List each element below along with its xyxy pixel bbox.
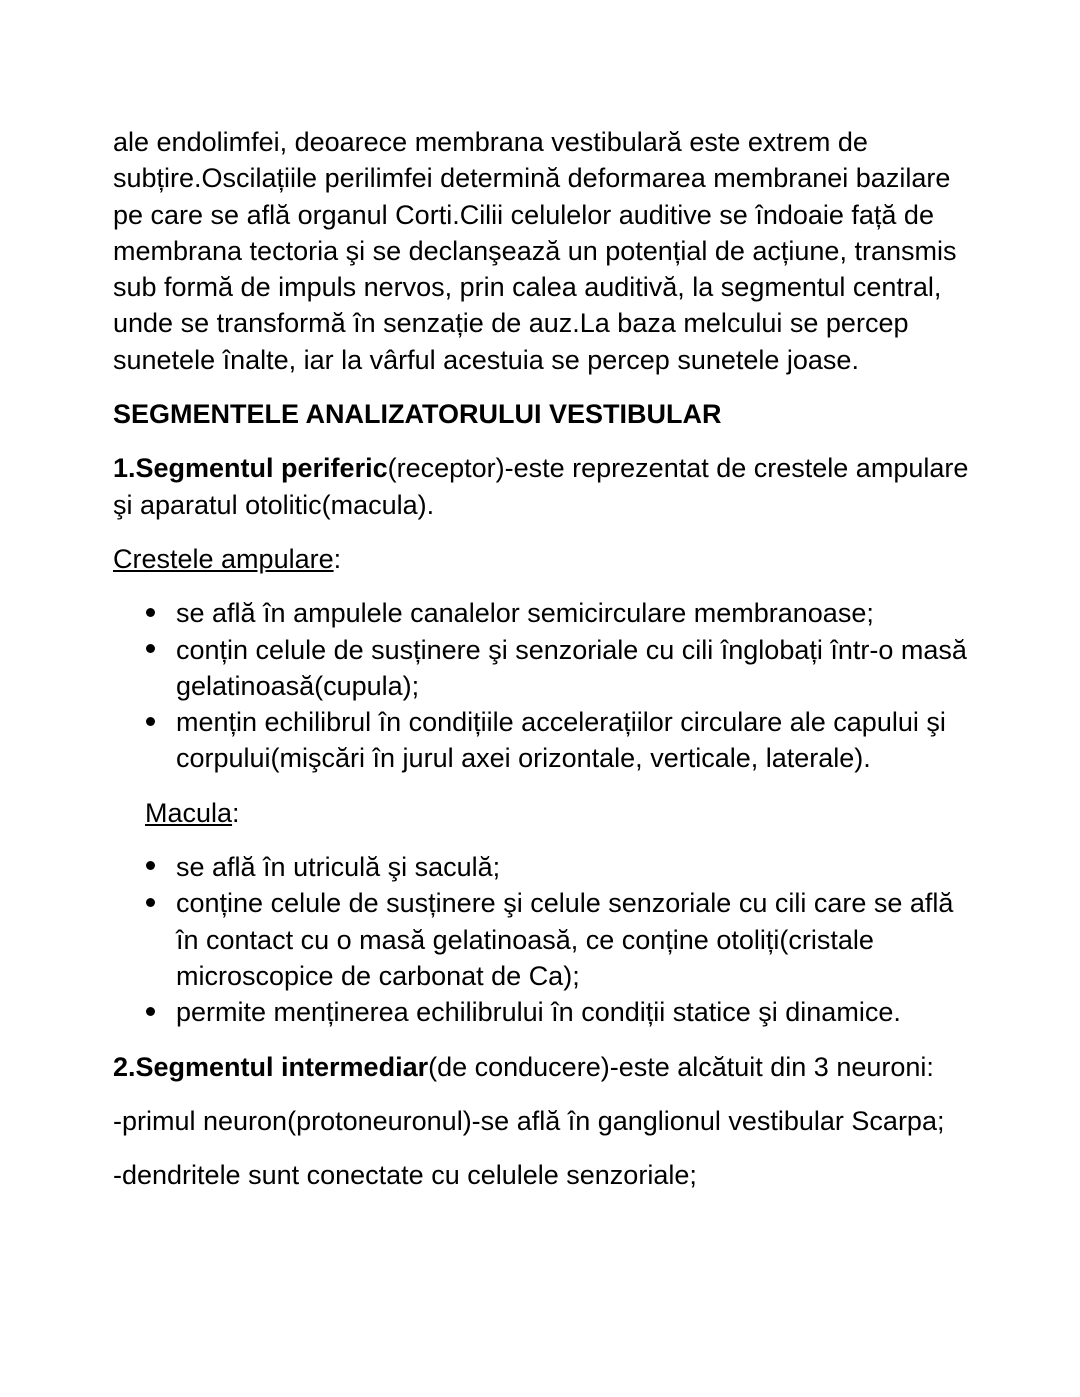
bullet-icon	[143, 595, 157, 631]
list-item	[176, 994, 973, 1030]
list-item	[176, 885, 973, 994]
intro-paragraph: ale endolimfei, deoarece membrana vestibulară este extrem de subțire.Oscilațiile perilimfei determină deformarea membranei bazilare pe care se află organul Corti.Cilii celulelor auditive se îndoaie față de membrana tectoria şi se declanşează un potențial de acțiune, transmis sub formă de impuls nervos, prin calea auditivă, la segmentul central, unde se transformă în senzație de auz.La baza melcului se percep sunetele înalte, iar la vârful acestuia se percep sunetele joase.	[113, 127, 957, 375]
segment-intermediar-text: (de conducere)-este alcătuit din 3 neuroni:	[428, 1051, 934, 1082]
list-item	[176, 849, 973, 885]
segment-periferic-text: (receptor)-este reprezentat de crestele ampulare şi aparatul otolitic(macula).	[113, 453, 969, 520]
segment-periferic-paragraph	[113, 450, 973, 523]
list-item-text: se află în ampulele canalelor semicirculare membranoase;	[176, 598, 874, 629]
bullet-icon	[143, 994, 157, 1030]
macula-label-colon: :	[232, 797, 240, 828]
section-heading: SEGMENTELE ANALIZATORULUI VESTIBULAR	[113, 399, 722, 430]
neuron-line-dendrite: -dendritele sunt conectate cu celulele senzoriale;	[113, 1160, 697, 1191]
document-page	[113, 124, 973, 1211]
crestele-label	[113, 541, 973, 577]
crestele-bullet-list	[113, 595, 973, 776]
list-item	[176, 632, 973, 705]
macula-bullet-list	[113, 849, 973, 1030]
list-item-text: conțin celule de susținere şi senzoriale cu cili înglobați într-o masă gelatinoasă(cupula);	[176, 634, 967, 701]
crestele-label-colon: :	[333, 543, 342, 574]
list-item-text: permite menținerea echilibrului în condiții statice şi dinamice.	[176, 997, 901, 1028]
list-item	[176, 704, 973, 777]
list-item-text: se află în utriculă şi saculă;	[176, 852, 501, 883]
bullet-icon	[143, 632, 157, 668]
neuron-line-protoneuron: -primul neuron(protoneuronul)-se află în ganglionul vestibular Scarpa;	[113, 1105, 945, 1136]
bullet-icon	[143, 704, 157, 740]
crestele-label-text: Crestele ampulare	[113, 543, 334, 574]
segment-intermediar-paragraph	[113, 1049, 973, 1085]
bullet-icon	[143, 849, 157, 885]
segment-periferic-title: 1.Segmentul periferic	[113, 453, 388, 484]
list-item-text: mențin echilibrul în condițiile accelerațiilor circulare ale capului şi corpului(mişcări în jurul axei orizontale, verticale, laterale).	[176, 707, 946, 774]
bullet-icon	[143, 885, 157, 921]
list-item	[176, 595, 973, 631]
segment-intermediar-title: 2.Segmentul intermediar	[113, 1051, 429, 1082]
list-item-text: conține celule de susținere şi celule senzoriale cu cili care se află în contact cu o masă gelatinoasă, ce conține otoliți(cristale microscopice de carbonat de Ca);	[176, 888, 954, 991]
macula-label	[113, 795, 973, 831]
macula-label-text: Macula	[145, 797, 233, 828]
